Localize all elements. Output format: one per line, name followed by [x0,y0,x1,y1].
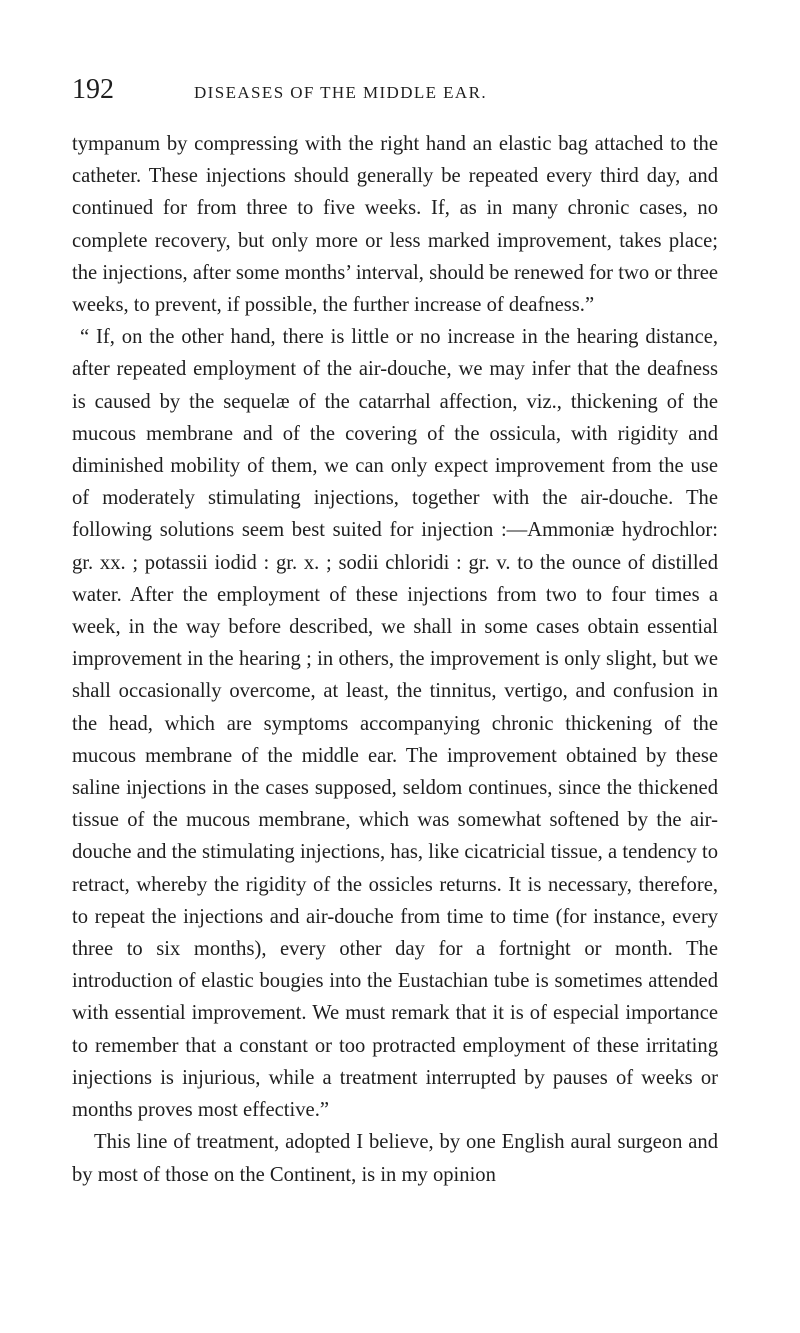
running-head: DISEASES OF THE MIDDLE EAR. [194,83,487,102]
paragraph: “ If, on the other hand, there is little or no increase in the hearing distance, after repeated employment of the air-douche, we may infer that the deafness is caused by the sequelæ of the catarrhal affection, viz., thickening of the mucous membrane and of the covering of the ossicula, with rigidity and diminished mobility of them, we can only expect improvement from the use of moderately stimulating injections, together with the air-douche. The following solutions seem best suited for injection :—Ammoniæ hydrochlor: gr. xx. ; potassii iodid : gr. x. ; sodii chloridi : gr. v. to the ounce of distilled water. After the employment of these injections from two to four times a week, in the way before described, we shall in some cases obtain essential improvement in the hearing ; in others, the improvement is only slight, but we shall occasionally overcome, at least, the tinnitus, vertigo, and confusion in the head, which are symptoms accompanying chronic thickening of the mucous membrane of the middle ear. The improvement obtained by these saline injections in the cases supposed, seldom continues, since the thickened tissue of the mucous membrane, which was somewhat softened by the air-douche and the stimulating injections, has, like cicatricial tissue, a tendency to retract, whereby the rigidity of the ossicles returns. It is necessary, therefore, to repeat the injections and air-douche from time to time (for instance, every three to six months), every other day for a fortnight or month. The introduction of elastic bougies into the Eustachian tube is sometimes attended with essential improvement. We must remark that it is of especial importance to remember that a constant or too protracted employment of these irritating injections is injurious, while a treatment interrupted by pauses of weeks or months proves most effective.” [72,326,718,1122]
page-header [72,74,718,114]
book-page [72,74,718,1191]
paragraph: This line of treatment, adopted I believe, by one English aural surgeon and by most of those on the Continent, is in my opinion [72,1131,718,1186]
page-number: 192 [72,74,114,105]
paragraph: tympanum by compressing with the right hand an elastic bag attached to the catheter. These injections should generally be repeated every third day, and continued for from three to five weeks. If, as in many chronic cases, no complete recovery, but only more or less marked improvement, takes place; the injections, after some months’ interval, should be renewed for two or three weeks, to prevent, if possible, the further increase of deafness.” [72,133,718,317]
body-text [72,128,718,1191]
